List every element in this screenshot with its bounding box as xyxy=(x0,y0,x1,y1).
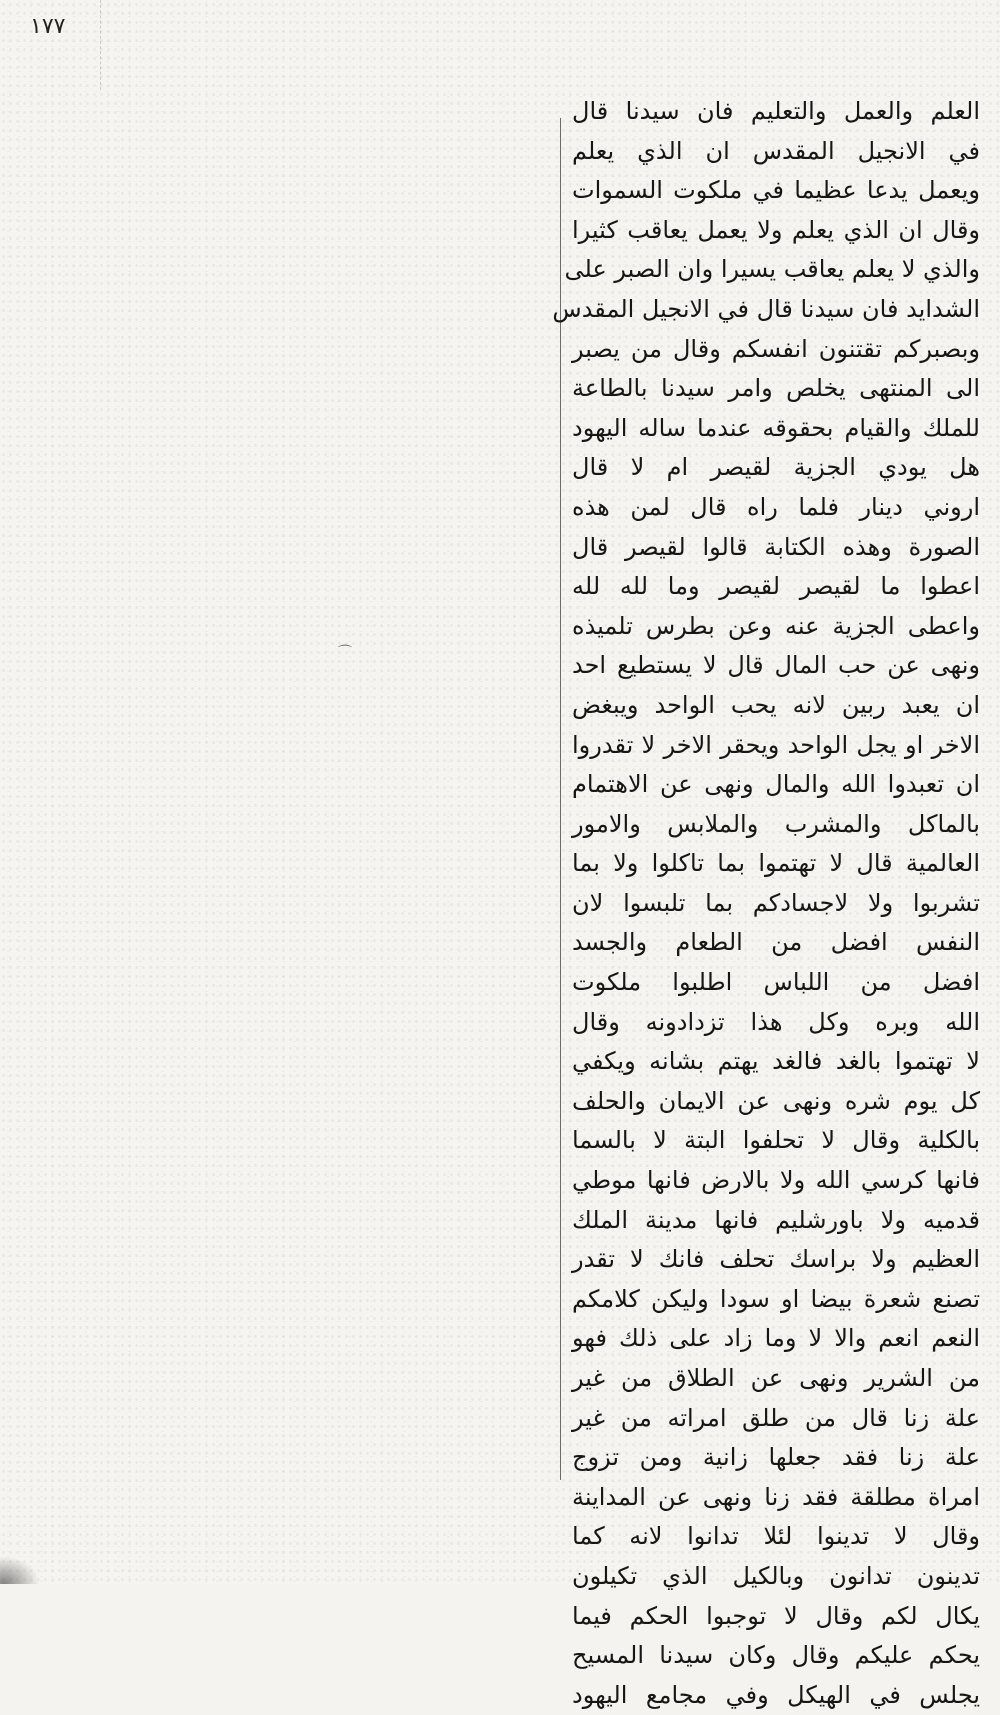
manuscript-text-column xyxy=(552,92,980,1709)
manuscript-line: بالكلية وقال لا تحلفوا البتة لا بالسما xyxy=(572,1126,980,1155)
stray-ink-mark: ⌒ xyxy=(338,645,352,661)
manuscript-line: وقال ان الذي يعلم ولا يعمل يعاقب كثيرا xyxy=(572,215,980,244)
manuscript-line: اروني دينار فلما راه قال لمن هذه xyxy=(572,492,980,521)
manuscript-line: علة زنا قال من طلق امراته من غير xyxy=(572,1403,980,1432)
manuscript-line: الصورة وهذه الكتابة قالوا لقيصر قال xyxy=(572,532,980,561)
manuscript-line: الله وبره وكل هذا تزدادونه وقال xyxy=(572,1007,980,1036)
manuscript-line: العلم والعمل والتعليم فان سيدنا قال xyxy=(572,97,980,125)
manuscript-line: بالماكل والمشرب والملابس والامور xyxy=(572,809,980,838)
manuscript-line: ان تعبدوا الله والمال ونهى عن الاهتمام xyxy=(572,770,980,799)
manuscript-line: العظيم ولا براسك تحلف فانك لا تقدر xyxy=(572,1245,980,1274)
manuscript-line: تشربوا ولا لاجسادكم بما تلبسوا لان xyxy=(572,888,980,917)
margin-guide-line xyxy=(100,0,102,90)
manuscript-line: تدينون تدانون وبالكيل الذي تكيلون xyxy=(572,1561,980,1590)
manuscript-line: تصنع شعرة بيضا او سودا وليكن كلامكم xyxy=(572,1284,980,1313)
manuscript-line: كل يوم شره ونهى عن الايمان والحلف xyxy=(572,1086,980,1115)
manuscript-line: ان يعبد ربين لانه يحب الواحد ويبغض xyxy=(572,690,980,719)
manuscript-line: ويعمل يدعا عظيما في ملكوت السموات xyxy=(572,176,980,205)
manuscript-line: الاخر او يجل الواحد ويحقر الاخر لا تقدروا xyxy=(572,730,980,759)
manuscript-line: وبصبركم تقتنون انفسكم وقال من يصبر xyxy=(572,334,980,363)
manuscript-line: قدميه ولا باورشليم فانها مدينة الملك xyxy=(572,1205,980,1234)
manuscript-line: النعم انعم والا لا وما زاد على ذلك فهو xyxy=(572,1324,980,1353)
manuscript-line: اعطوا ما لقيصر لقيصر وما لله لله xyxy=(572,572,980,601)
manuscript-line: الشدايد فان سيدنا قال في الانجيل المقدس xyxy=(552,294,980,323)
manuscript-line: العالمية قال لا تهتموا بما تاكلوا ولا بما xyxy=(572,849,980,878)
manuscript-line: في الانجيل المقدس ان الذي يعلم xyxy=(572,136,980,165)
manuscript-line: يجلس في الهيكل وفي مجامع اليهود xyxy=(572,1680,980,1709)
manuscript-line: والذي لا يعلم يعاقب يسيرا وان الصبر على xyxy=(564,255,980,284)
manuscript-line: النفس افضل من الطعام والجسد xyxy=(572,928,980,957)
manuscript-line: واعطى الجزية عنه وعن بطرس تلميذه xyxy=(572,611,980,640)
manuscript-line: فانها كرسي الله ولا بالارض فانها موطي xyxy=(572,1166,980,1195)
manuscript-line: افضل من اللباس اطلبوا ملكوت xyxy=(572,968,980,997)
manuscript-line: للملك والقيام بحقوقه عندما ساله اليهود xyxy=(572,413,980,442)
manuscript-line: يكال لكم وقال لا توجبوا الحكم فيما xyxy=(572,1601,980,1630)
manuscript-line: علة زنا فقد جعلها زانية ومن تزوج xyxy=(572,1443,980,1472)
manuscript-line: لا تهتموا بالغد فالغد يهتم بشانه ويكفي xyxy=(572,1047,980,1076)
manuscript-line: وقال لا تدينوا لئلا تدانوا لانه كما xyxy=(572,1522,980,1551)
scan-edge-smudge xyxy=(0,1556,40,1584)
page-number: ١٧٧ xyxy=(30,14,66,39)
manuscript-line: من الشرير ونهى عن الطلاق من غير xyxy=(572,1364,980,1392)
manuscript-line: هل يودي الجزية لقيصر ام لا قال xyxy=(572,453,980,482)
manuscript-line: امراة مطلقة فقد زنا ونهى عن المداينة xyxy=(572,1482,980,1511)
manuscript-line: ونهى عن حب المال قال لا يستطيع احد xyxy=(572,651,980,680)
manuscript-line: يحكم عليكم وقال وكان سيدنا المسيح xyxy=(572,1641,980,1670)
manuscript-line: الى المنتهى يخلص وامر سيدنا بالطاعة xyxy=(572,374,980,403)
